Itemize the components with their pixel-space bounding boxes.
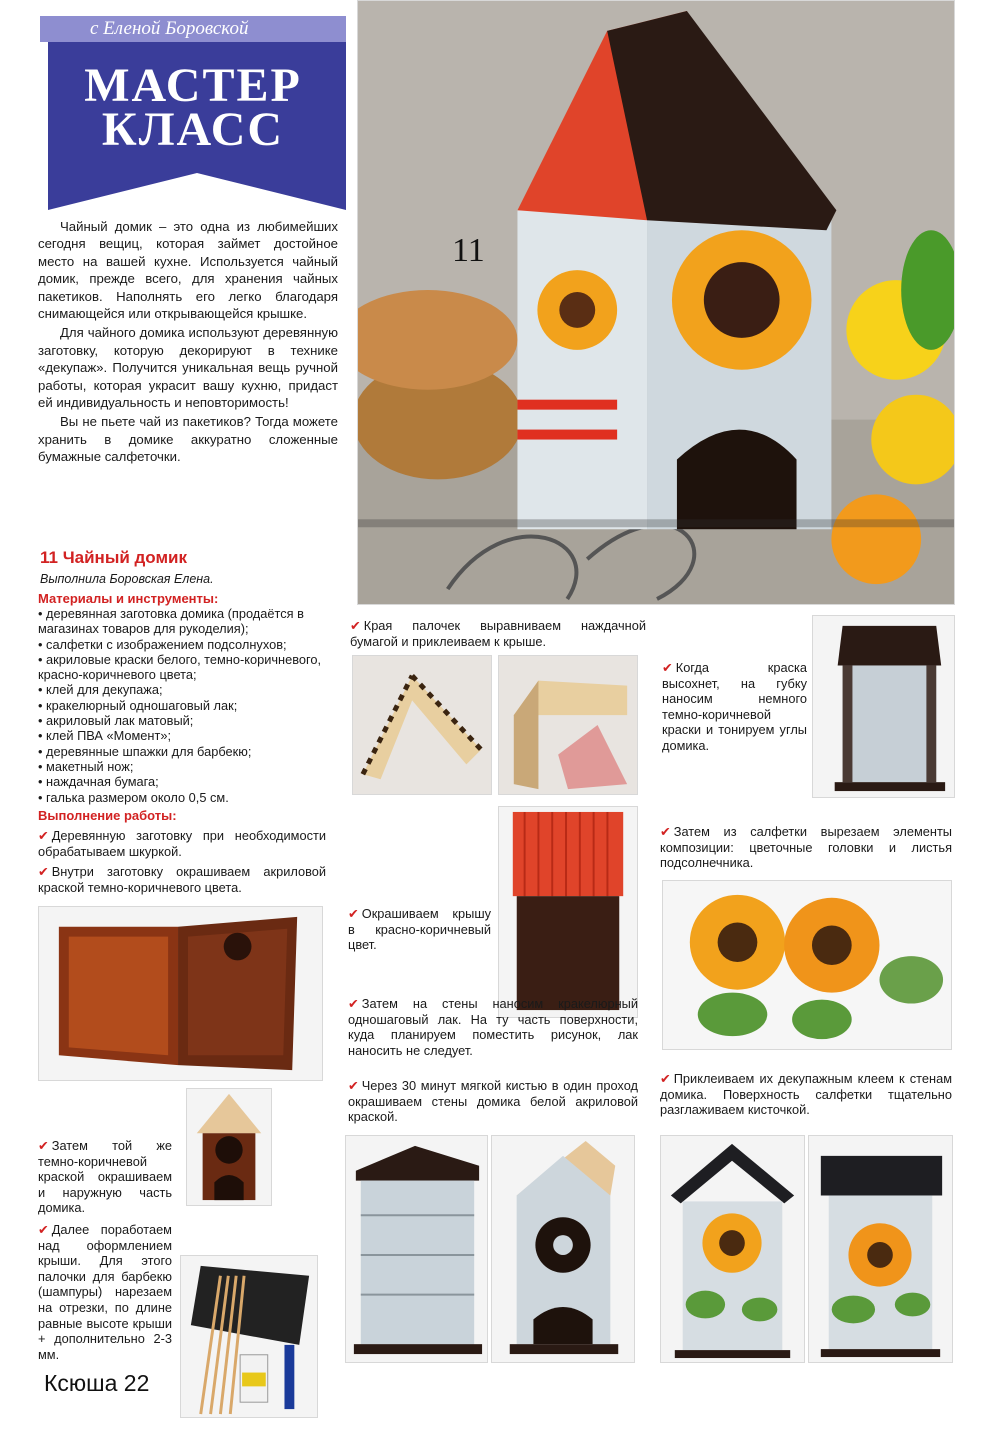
step-photo-inside-painted bbox=[38, 906, 323, 1081]
header-title-line1: МАСТЕР bbox=[84, 59, 302, 112]
header-banner bbox=[40, 0, 346, 210]
step-photo-roof-b bbox=[498, 655, 638, 795]
intro-paragraph: Вы не пьете чай из пакетиков? Тогда можете хранить в домике аккуратно сложенные бумажные салфеточки. bbox=[38, 414, 338, 465]
step-5 bbox=[350, 618, 646, 649]
step-photo-outside-painted bbox=[186, 1088, 272, 1206]
subtitle-strip bbox=[40, 16, 346, 42]
check-icon: ✔ bbox=[350, 618, 361, 633]
step-photo-roof-painted bbox=[498, 806, 638, 1018]
step-text: Окрашиваем крышу в красно-коричневый цвет. bbox=[348, 906, 491, 953]
check-icon: ✔ bbox=[348, 906, 359, 921]
step-text: Деревянную заготовку при необходимости обрабатываем шкуркой. bbox=[38, 828, 326, 859]
step-photo-roof-a bbox=[352, 655, 492, 795]
check-icon: ✔ bbox=[348, 996, 359, 1011]
step-text: Затем той же темно-коричневой краской окрашиваем и наружную часть домика. bbox=[38, 1138, 172, 1216]
step-photo-decoupage-front bbox=[660, 1135, 805, 1363]
check-icon: ✔ bbox=[660, 824, 671, 839]
list-item: • акриловый лак матовый; bbox=[38, 713, 338, 728]
step-text: Через 30 минут мягкой кистью в один проход окрашиваем стены домика белой акриловой краской. bbox=[348, 1078, 638, 1125]
step-11 bbox=[660, 1071, 952, 1118]
intro-paragraph: Чайный домик – это одна из любимейших сегодня вещиц, которая займет достойное место на вашей кухне. Используется чайный домик, прежде всего, для хранения чайных пакетиков. Наполнять его легко благодаря снимающейся или открывающейся крышке. bbox=[38, 219, 338, 322]
project-author: Выполнила Боровская Елена. bbox=[40, 572, 214, 586]
list-item: • салфетки с изображением подсолнухов; bbox=[38, 637, 338, 652]
photo-number: 11 bbox=[452, 232, 485, 269]
step-text: Затем на стены наносим кракелюрный одношаговый лак. На ту часть поверхности, куда планируем поместить рисунок, лак наносить не следует. bbox=[348, 996, 638, 1058]
step-text: Внутри заготовку окрашиваем акриловой краской темно-коричневого цвета. bbox=[38, 864, 326, 895]
step-photo-decoupage-side bbox=[808, 1135, 953, 1363]
check-icon: ✔ bbox=[662, 660, 673, 675]
list-item: • макетный нож; bbox=[38, 759, 338, 774]
step-photo-white-box bbox=[345, 1135, 488, 1363]
list-item: • кракелюрный одношаговый лак; bbox=[38, 698, 338, 713]
step-photo-skewers bbox=[180, 1255, 318, 1418]
step-4 bbox=[38, 1222, 172, 1362]
list-item: • деревянные шпажки для барбекю; bbox=[38, 744, 338, 759]
step-text: Далее поработаем над оформлением крыши. Для этого палочки для барбекю (шампуры) нарезаем на отрезки, по длине равные высоте крыши + дополнительно 2-3 мм. bbox=[38, 1222, 172, 1362]
header-title-line2: КЛАСС bbox=[101, 103, 285, 156]
check-icon: ✔ bbox=[660, 1071, 671, 1086]
check-icon: ✔ bbox=[38, 1222, 49, 1237]
step-3 bbox=[38, 1138, 172, 1216]
step-text: Края палочек выравниваем наждачной бумагой и приклеиваем к крыше. bbox=[350, 618, 646, 649]
page-footer: Ксюша 22 bbox=[44, 1370, 150, 1396]
step-10 bbox=[660, 824, 952, 871]
intro-text bbox=[38, 218, 338, 468]
execution-heading: Выполнение работы: bbox=[38, 808, 177, 823]
check-icon: ✔ bbox=[38, 1138, 49, 1153]
list-item: • клей ПВА «Момент»; bbox=[38, 728, 338, 743]
header-subtitle: с Еленой Боровской bbox=[90, 18, 249, 39]
step-9 bbox=[662, 660, 807, 754]
step-photo-white-front bbox=[491, 1135, 635, 1363]
check-icon: ✔ bbox=[38, 828, 49, 843]
step-6 bbox=[348, 906, 491, 953]
intro-paragraph: Для чайного домика используют деревянную заготовку, которую декорируют в технике «декупаж». Получится уникальная вещь ручной работы, которая украсит вашу кухню, придаст ей индивидуальность и неповторимость! bbox=[38, 325, 338, 411]
step-7 bbox=[348, 996, 638, 1058]
hero-photo bbox=[357, 0, 955, 605]
materials-list bbox=[38, 606, 338, 805]
list-item: • клей для декупажа; bbox=[38, 682, 338, 697]
step-text: Когда краска высохнет, на губку наносим немного темно-коричневой краски и тонируем углы домика. bbox=[662, 660, 807, 753]
step-text: Затем из салфетки вырезаем элементы композиции: цветочные головки и листья подсолнечника. bbox=[660, 824, 952, 871]
project-title: 11 Чайный домик bbox=[40, 548, 187, 567]
step-photo-toned bbox=[812, 615, 955, 798]
check-icon: ✔ bbox=[348, 1078, 359, 1093]
list-item: • галька размером около 0,5 см. bbox=[38, 790, 338, 805]
list-item: • деревянная заготовка домика (продаётся в магазинах товаров для рукоделия); bbox=[38, 606, 338, 637]
step-text: Приклеиваем их декупажным клеем к стенам домика. Поверхность салфетки тщательно разглаживаем кисточкой. bbox=[660, 1071, 952, 1118]
step-photo-cut-sunflowers bbox=[662, 880, 952, 1050]
check-icon: ✔ bbox=[38, 864, 49, 879]
step-2 bbox=[38, 864, 326, 895]
step-1 bbox=[38, 828, 326, 859]
materials-heading: Материалы и инструменты: bbox=[38, 591, 219, 606]
list-item: • акриловые краски белого, темно-коричневого, красно-коричневого цвета; bbox=[38, 652, 338, 683]
list-item: • наждачная бумага; bbox=[38, 774, 338, 789]
step-8 bbox=[348, 1078, 638, 1125]
